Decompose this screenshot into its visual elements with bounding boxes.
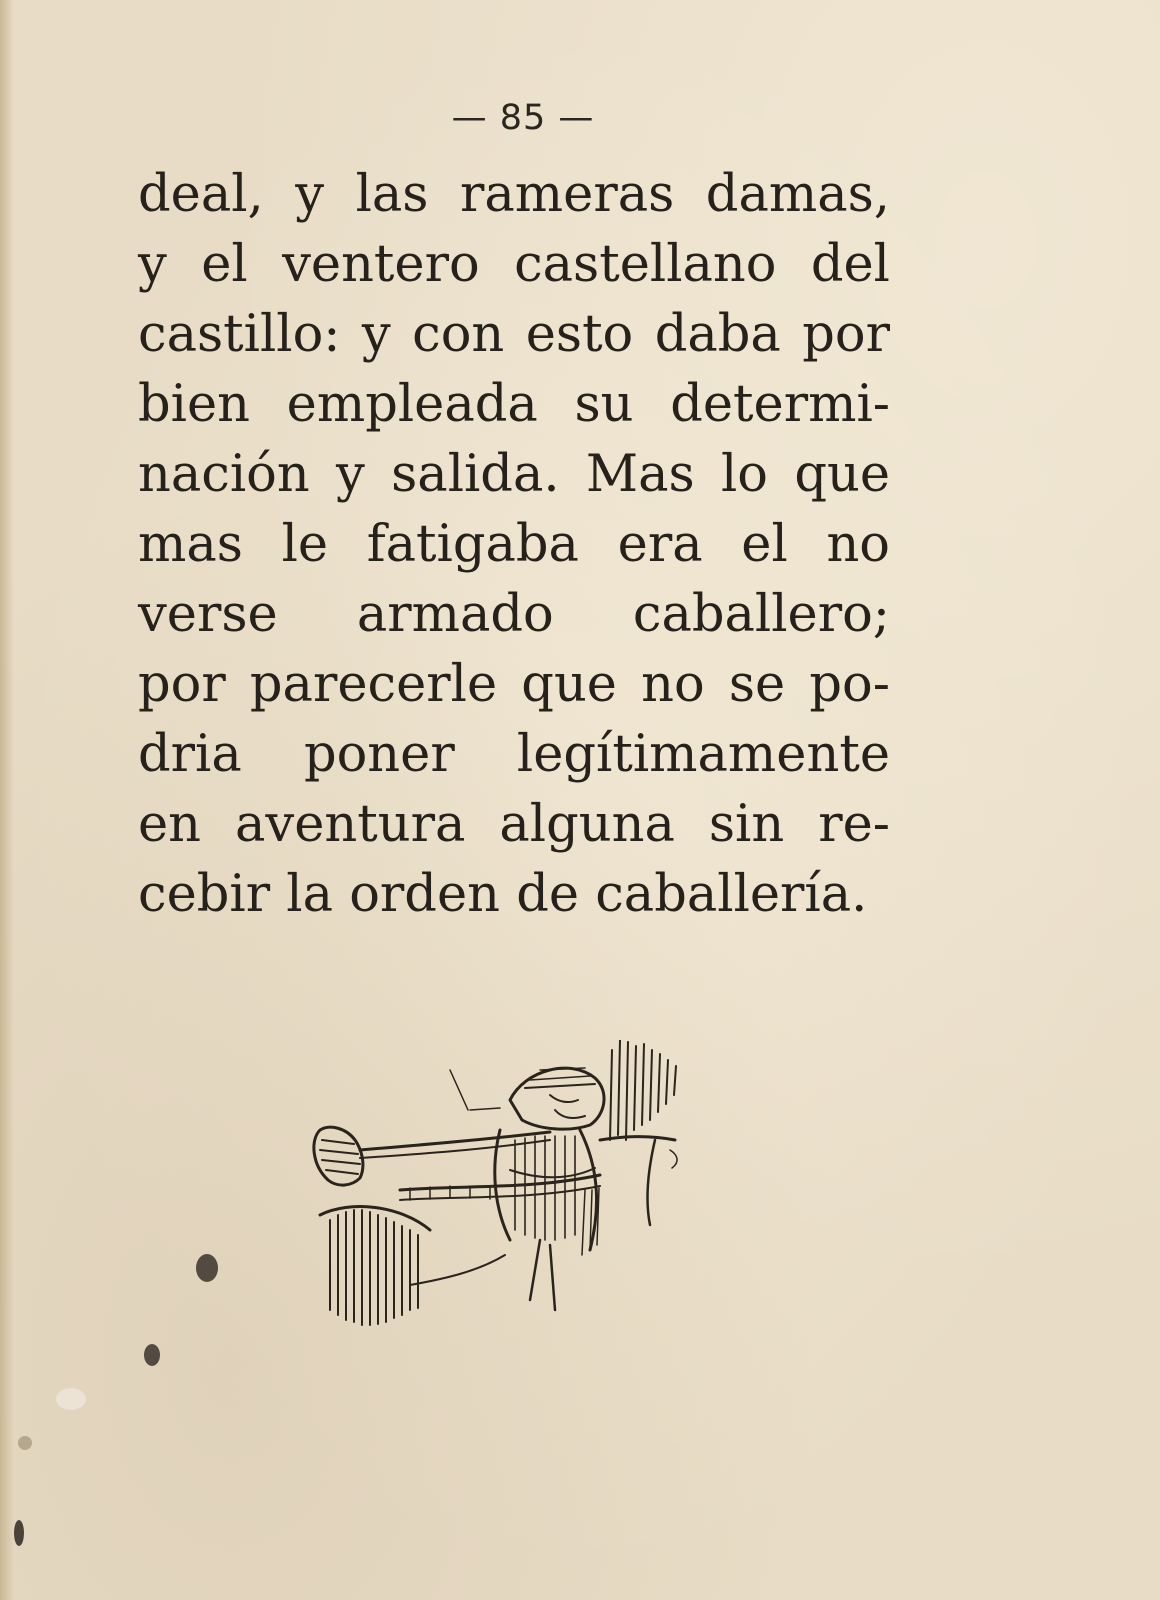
text-line-11: cebir la orden de caballería. [138,865,868,924]
paper-blemish [144,1344,160,1366]
text-line-9: dria poner legítimamente [138,725,890,784]
paper-blemish [14,1520,24,1546]
text-line-8: por parecerle que no se po- [138,655,890,714]
knight-engraving-illustration [300,1040,720,1330]
paper-blemish [56,1388,86,1410]
paper-blemish [196,1254,218,1282]
text-line-7: verse armado caballero; [138,585,890,644]
body-text [138,160,890,930]
text-line-3: castillo: y con esto daba por [138,305,890,364]
text-line-4: bien empleada su determi- [138,375,890,434]
text-line-2: y el ventero castellano del [138,235,890,294]
text-line-6: mas le fatigaba era el no [138,515,890,574]
text-line-10: en aventura alguna sin re- [138,795,890,854]
text-line-1: deal, y las rameras damas, [138,165,890,224]
paper-blemish [18,1436,32,1450]
page-number: — 85 — [451,98,595,138]
text-line-5: nación y salida. Mas lo que [138,445,890,504]
page-edge-shadow [0,0,14,1600]
